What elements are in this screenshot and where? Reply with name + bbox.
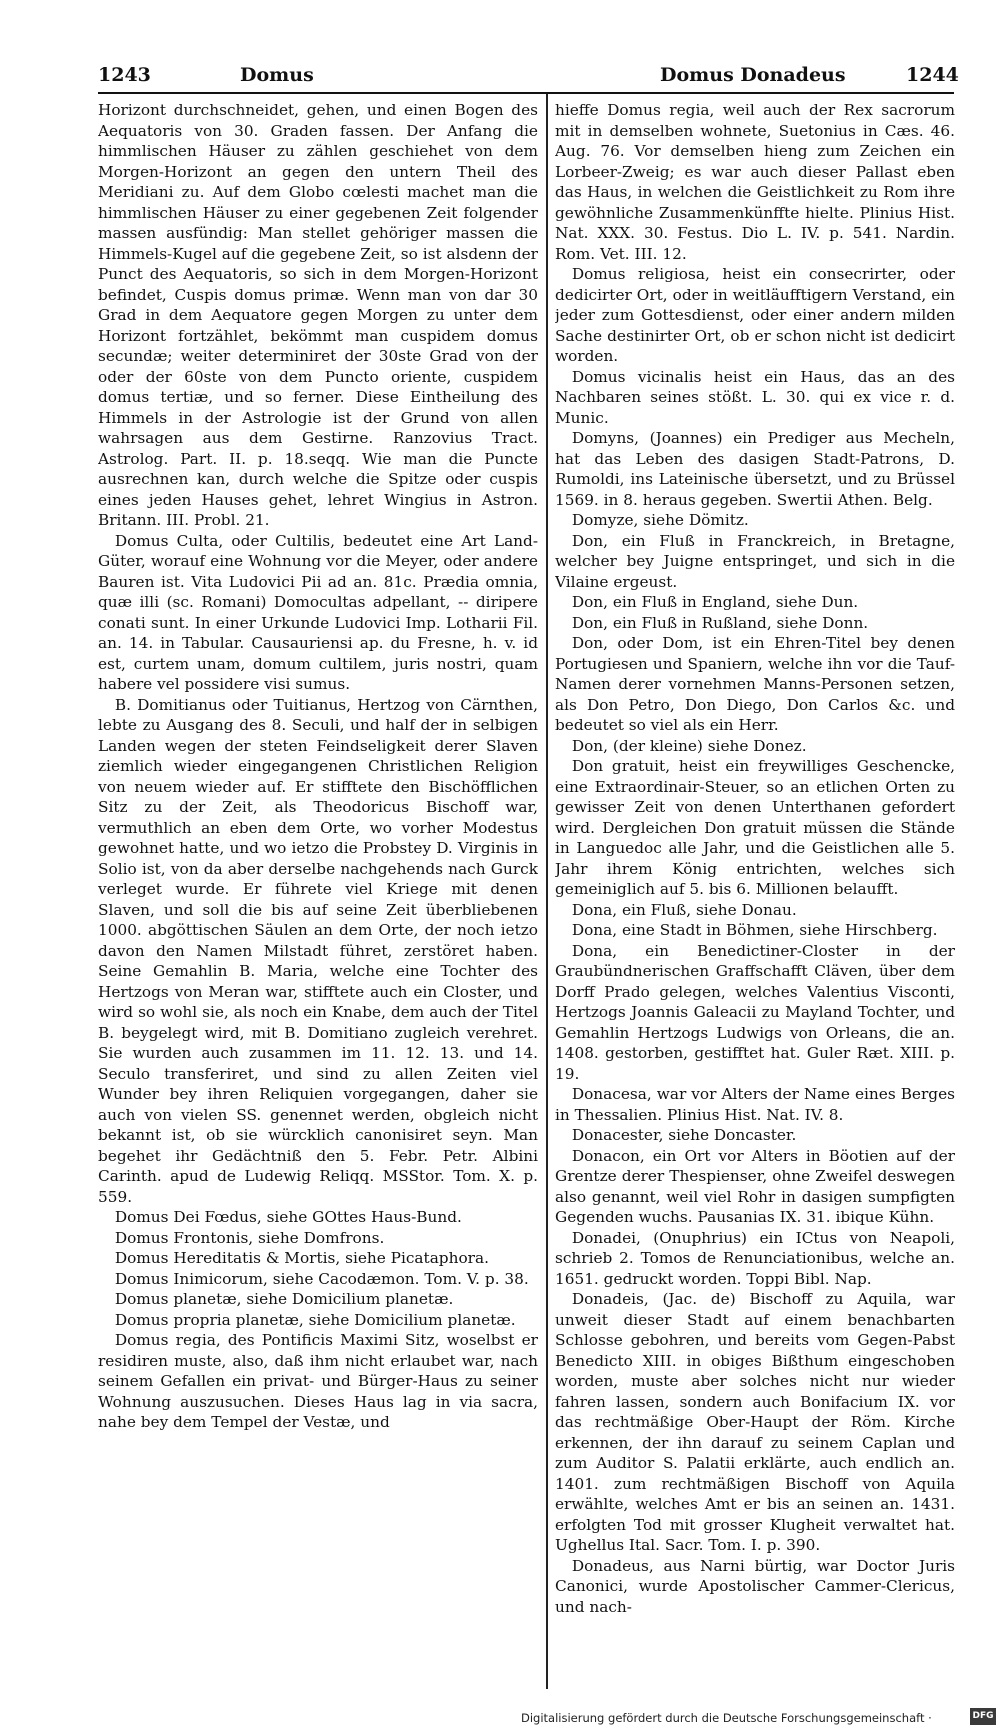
entry-paragraph: Donacesa, war vor Alters der Name eines Berges in Thessalien. Plinius Hist. Nat. IV. 8. xyxy=(555,1085,955,1124)
entry-paragraph: Don, (der kleine) siehe Donez. xyxy=(571,736,807,755)
entry-paragraph: Domus regia, des Pontificis Maximi Sitz, woselbst er residiren muste, also, daß ihm nicht erlaubet war, nach seinem Gefallen ein privat- und Bürger-Haus zu seiner Wohnung auszusuchen. Dieses Haus lag in via sacra, nahe bey dem Tempel der Vestæ, und xyxy=(98,1331,538,1431)
entry-paragraph: Don, ein Fluß in England, siehe Dun. xyxy=(571,593,859,611)
right-page-number: 1244 xyxy=(906,64,959,86)
entry-paragraph: Domyns, (Joannes) ein Prediger aus Mecheln, hat das Leben des dasigen Stadt-Patrons, D. Rumoldi, ins Lateinische übersetzt, und zu Brüssel 1569. in 8. heraus gegeben. Swertii Athen. Belg. xyxy=(555,429,955,509)
entry-paragraph: Domus religiosa, heist ein consecrirter, oder dedicirter Ort, oder in weitläufftigern Verstand, ein jeder zum Gottesdienst, oder einer andern milden Sache destinirter Ort, ob er schon nicht ist dedicirt worden. xyxy=(555,265,955,365)
entry-paragraph: Domus vicinalis heist ein Haus, das an des Nachbaren seines stößt. L. 30. qui ex vice r. d. Munic. xyxy=(555,367,955,427)
right-column xyxy=(555,100,955,1692)
entry-paragraph: Domus propria planetæ, siehe Domicilium planetæ. xyxy=(114,1310,516,1329)
header-rule xyxy=(98,92,954,94)
entry-paragraph: Don gratuit, heist ein freywilliges Geschencke, eine Extraordinair-Steuer, so an etlichen Orten zu gewisser Zeit von denen Unterthanen gefordert wird. Dergleichen Don gratuit müssen die Stände in Languedoc alle Jahr, und die Geistlichen alle 5. Jahr ihrem König entrichten, welches sich gemeiniglich auf 5. bis 6. Millionen belaufft. xyxy=(555,757,955,898)
entry-paragraph: Domus Hereditatis & Mortis, siehe Picataphora. xyxy=(114,1249,489,1267)
entry-paragraph: Domus Culta, oder Cultilis, bedeutet eine Art Land-Güter, worauf eine Wohnung vor die Meyer, oder andere Bauren ist. Vita Ludovici Pii ad an. 81c. Prædia omnia, quæ illi (sc. Romani) Domocultas adpellant, -- diripere conati sunt. In einer Urkunde Ludovici Imp. Lotharii Fil. an. 14. in Tabular. Causauriensi ap. du Fresne, h. v. id est, curtem unam, domum cultilem, juris nostri, quam habere vel possidere visi sumus. xyxy=(98,531,538,693)
entry-paragraph: Don, oder Dom, ist ein Ehren-Titel bey denen Portugiesen und Spaniern, welche ihn vor die Tauf-Namen derer vornehmen Manns-Personen setzen, als Don Petro, Don Diego, Don Carlos &c. und bedeutet so viel als ein Herr. xyxy=(555,634,955,734)
digitization-credit: Digitalisierung gefördert durch die Deutsche Forschungsgemeinschaft · xyxy=(521,1711,932,1725)
entry-paragraph: Domus Frontonis, siehe Domfrons. xyxy=(114,1228,385,1247)
left-page-number: 1243 xyxy=(98,64,151,86)
entry-paragraph: Donadeus, aus Narni bürtig, war Doctor Juris Canonici, wurde Apostolischer Cammer-Clericus, und nach- xyxy=(555,1556,955,1616)
entry-paragraph: Don, ein Fluß in Franckreich, in Bretagne, welcher bey Juigne entspringet, und sich in die Vilaine ergeust. xyxy=(555,531,955,591)
entry-paragraph: Dona, ein Fluß, siehe Donau. xyxy=(571,900,797,919)
entry-paragraph: Domus planetæ, siehe Domicilium planetæ. xyxy=(114,1290,454,1308)
entry-paragraph: Domyze, siehe Dömitz. xyxy=(571,511,749,529)
left-running-head: Domus xyxy=(240,64,314,86)
right-running-head: Domus Donadeus xyxy=(660,64,846,86)
entry-paragraph: Donadeis, (Jac. de) Bischoff zu Aquila, war unweit dieser Stadt auf einem benachbarten Schlosse gebohren, und bereits vom Gegen-Pabst Benedicto XIII. in obiges Bißthum eingeschoben worden, muste aber solches nicht nur wieder fahren lassen, sondern auch Bonifacium IX. vor das rechtmäßige Ober-Haupt der Röm. Kirche erkennen, der ihn darauf zu seinem Caplan und zum Auditor S. Palatii erklärte, auch endlich an. 1401. zum rechtmäßigen Bischoff von Aquila erwählte, welches Amt er bis an seinen an. 1431. erfolgten Tod mit grosser Klugheit verwaltet hat. Ughellus Ital. Sacr. Tom. I. p. 390. xyxy=(555,1290,955,1554)
dfg-logo: DFG xyxy=(970,1708,996,1725)
entry-paragraph: B. Domitianus oder Tuitianus, Hertzog von Cärnthen, lebte zu Ausgang des 8. Seculi, und half der in selbigen Landen wegen der steten Feindseligkeit derer Slaven ziemlich wieder eingegangenen Christlichen Religion von neuem wieder auf. Er stifftete den Bischöfflichen Sitz zu der Zeit, als Theodoricus Bischoff war, vermuthlich an eben dem Orte, wo vorher Modestus gewohnet hatte, und wo ietzo die Probstey D. Virginis in Solio ist, von da aber derselbe nachgehends nach Gurck verleget wurde. Er führete viel Kriege mit denen Slaven, und soll die bis auf seine Zeit überbliebenen 1000. abgöttischen Säulen an dem Orte, der noch ietzo davon den Namen Milstadt führet, zerstöret haben. Seine Gemahlin B. Maria, welche eine Tochter des Hertzogs von Meran war, stifftete auch ein Closter, und wird so wohl sie, als noch ein Knabe, dem auch der Titel B. beygelegt wird, mit B. Domitiano zugleich verehret. Sie wurden auch zusammen im 11. 12. 13. und 14. Seculo transferiret, und sind zu allen Zeiten viel Wunder bey ihren Reliquien vorgegangen, daher sie auch von vielen SS. genennet werden, obgleich nicht bekannt ist, ob sie würcklich canonisiret seyn. Man begehet ihr Gedächtniß den 5. Febr. Petr. Albini Carinth. apud de Ludewig Reliqq. MSStor. Tom. X. p. 559. xyxy=(98,695,538,1206)
entry-paragraph: Dona, eine Stadt in Böhmen, siehe Hirschberg. xyxy=(571,921,938,939)
entry-paragraph: Dona, ein Benedictiner-Closter in der Graubündnerischen Graffschafft Cläven, über dem Dorff Prado gelegen, welches Valentius Visconti, Hertzogs Joannis Galeacii zu Mayland Tochter, und Gemahlin Hertzogs Ludwigs von Orleans, die an. 1408. gestorben, gestifftet hat. Guler Ræt. XIII. p. 19. xyxy=(555,941,955,1083)
entry-paragraph: Domus Inimicorum, siehe Cacodæmon. Tom. V. p. 38. xyxy=(114,1269,529,1288)
entry-paragraph: hieffe Domus regia, weil auch der Rex sacrorum mit in demselben wohnete, Suetonius in Cæs. 46. Aug. 76. Vor demselben hieng zum Zeichen ein Lorbeer-Zweig; es war auch dieser Pallast eben das Haus, in welchen die Geistlichkeit zu Rom ihre gewöhnliche Zusammenkünffte hielte. Plinius Hist. Nat. XXX. 30. Festus. Dio L. IV. p. 541. Nardin. Rom. Vet. III. 12. xyxy=(555,101,955,263)
left-column xyxy=(98,100,538,1692)
entry-paragraph: Donacon, ein Ort vor Alters in Böotien auf der Grentze derer Thespienser, ohne Zweifel deswegen also genannt, weil viel Rohr in dasigen sumpfigten Gegenden wuchs. Pausanias IX. 31. ibique Kühn. xyxy=(555,1146,955,1226)
entry-paragraph: Horizont durchschneidet, gehen, und einen Bogen des Aequatoris von 30. Graden fassen. Der Anfang die himmlischen Häuser zu zählen geschiehet von dem Morgen-Horizont an gegen den untern Theil des Meridiani zu. Auf dem Globo cœlesti machet man die himmlischen Häuser zu einer gegebenen Zeit folgender massen ausfündig: Man stellet gehöriger massen die Himmels-Kugel auf die gegebene Zeit, so ist alsdenn der Punct des Aequatoris, so sich in dem Morgen-Horizont befindet, Cuspis domus primæ. Wenn man von dar 30 Grad in dem Aequatore gegen Morgen zu unter dem Horizont fortzählet, bekömmt man cuspidem domus secundæ; weiter determiniret der 30ste Grad von der oder der 60ste von dem Puncto oriente, cuspidem domus tertiæ, und so ferner. Diese Eintheilung des Himmels in der Astrologie ist der Grund von allen wahrsagen aus dem Gestirne. Ranzovius Tract. Astrolog. Part. II. p. 18.seqq. Wie man die Puncte ausrechnen kan, durch welche die Spitze oder cuspis eines jeden Hauses gehet, lehret Wingius in Astron. Britann. III. Probl. 21. xyxy=(98,101,538,529)
entry-paragraph: Don, ein Fluß in Rußland, siehe Donn. xyxy=(571,613,869,632)
column-divider xyxy=(546,94,548,1689)
entry-paragraph: Donacester, siehe Doncaster. xyxy=(571,1126,797,1144)
entry-paragraph: Domus Dei Fœdus, siehe GOttes Haus-Bund. xyxy=(114,1208,462,1226)
entry-paragraph: Donadei, (Onuphrius) ein ICtus von Neapoli, schrieb 2. Tomos de Renunciationibus, welche an. 1651. gedruckt worden. Toppi Bibl. Nap. xyxy=(555,1228,955,1288)
